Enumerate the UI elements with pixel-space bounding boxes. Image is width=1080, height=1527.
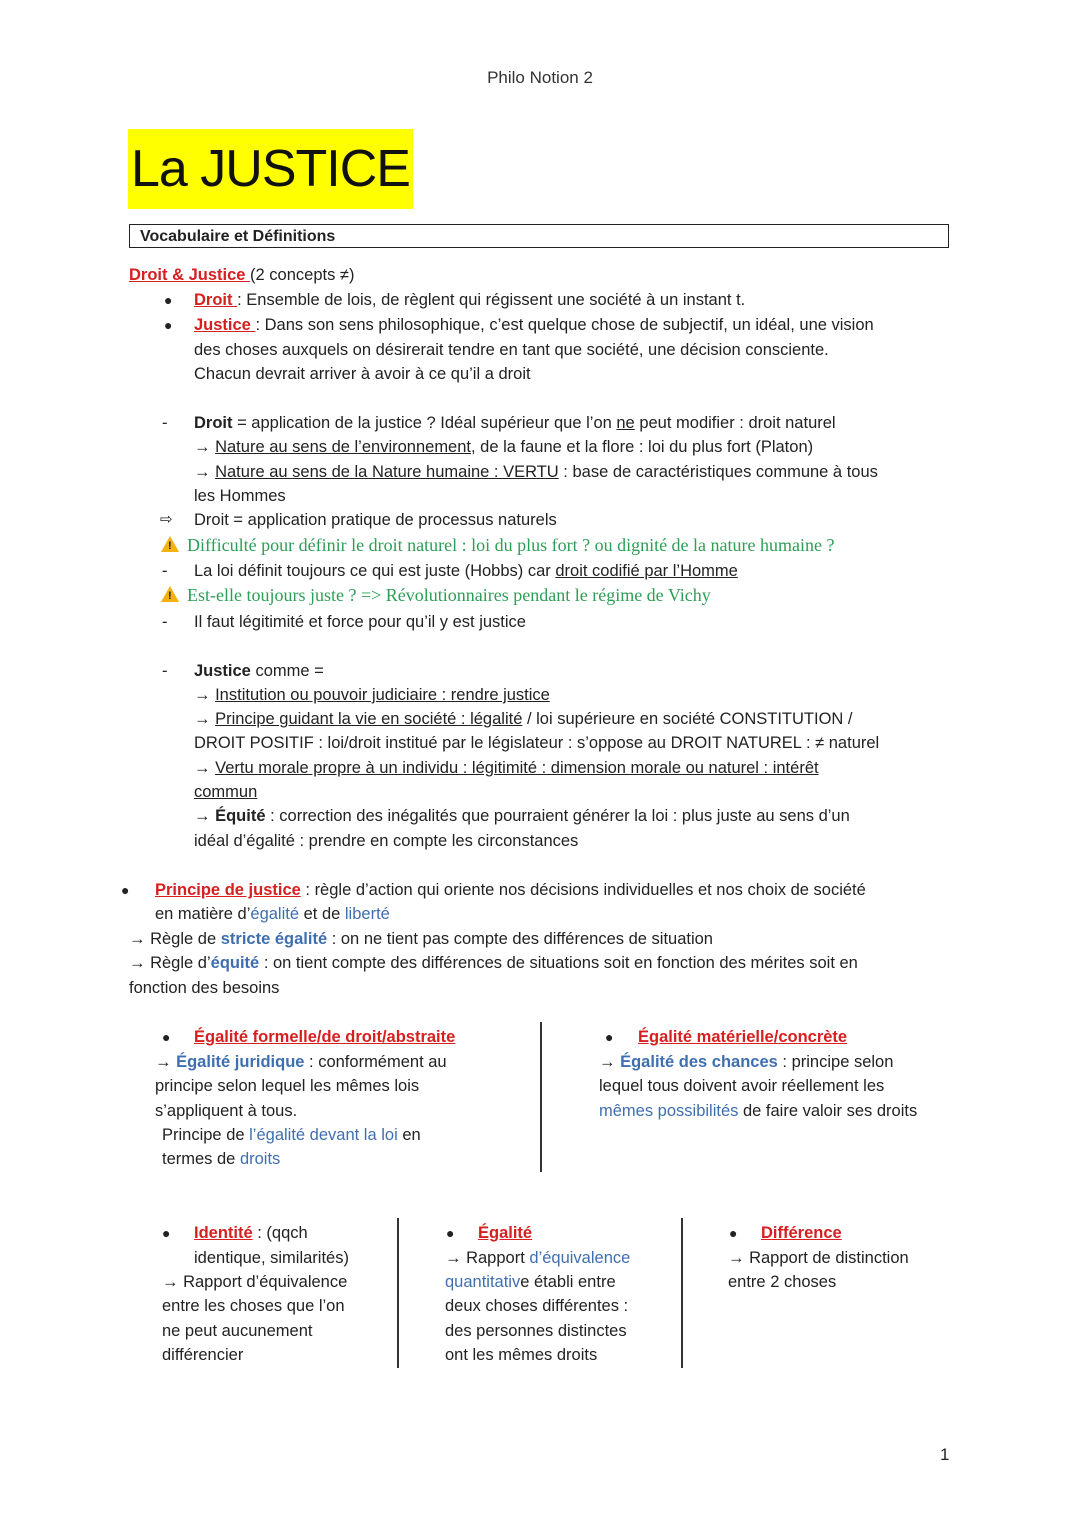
column-divider [397,1218,399,1368]
ne-underlined: ne [616,414,635,432]
regle-equite [129,951,858,976]
principe-guidant-rest: / loi supérieure en société CONSTITUTION / [522,710,853,728]
page-title: La JUSTICE [128,129,413,209]
formelle-line-2: principe selon lequel les mêmes lois [155,1077,420,1095]
egalite-devant-loi-term: l’égalité devant la loi [249,1126,398,1144]
nature-environnement-line [194,435,813,460]
bullet-icon: ● [729,1225,738,1241]
arrow-icon: → [445,1249,462,1267]
text: : (qqch [252,1224,308,1242]
definition-justice [194,313,874,338]
arrow-icon: → [194,807,211,825]
bullet-icon: ● [164,317,173,333]
justice-bold: Justice [194,662,251,680]
identite-line-5: ne peut aucunement [162,1322,313,1340]
egalite-juridique-line [155,1050,447,1075]
principe-justice-label: Principe de justice [155,881,301,899]
text: Rapport [466,1249,530,1267]
warning-juste: Est-elle toujours juste ? => Révolutionnaires pendant le régime de Vichy [187,585,711,605]
egalite-line-5: ont les mêmes droits [445,1346,598,1364]
institution-line [194,683,550,708]
difference-label: Différence [761,1224,842,1242]
formelle-line-5 [162,1147,280,1172]
identite-line-2: identique, similarités) [194,1249,349,1267]
bullet-icon: ● [446,1225,455,1241]
egalite-line-2 [445,1270,616,1295]
quantitative-term: quantitativ [445,1273,521,1291]
droits-term: droits [239,1150,281,1168]
bullet-icon: ● [121,882,130,898]
principe-text-line-2 [155,902,390,927]
arrow-icon: → [194,438,211,456]
text: Règle de [150,930,221,948]
bullet-icon: ● [162,1225,171,1241]
principe-guidant: Principe guidant la vie en société : [215,710,471,728]
definition-droit [194,288,745,313]
droit-justice-note: (2 concepts ≠) [250,266,355,284]
les-hommes-line: les Hommes [194,487,286,505]
droit-application-line [194,411,836,436]
difference-line-1 [728,1246,909,1271]
arrow-icon: → [599,1053,616,1071]
egalite-line-4: des personnes distinctes [445,1322,627,1340]
droit-codifie: droit codifié par l’Homme [555,562,738,580]
difference-line-2: entre 2 choses [728,1273,837,1291]
egalite-formelle-label: Égalité formelle/de droit/abstraite [194,1028,456,1046]
identite-line-4: entre les choses que l’on [162,1297,345,1315]
justice-comme-line [194,659,324,684]
egalite-line-1 [445,1246,630,1271]
egalite-label: Égalité [478,1224,533,1242]
column-divider [681,1218,683,1368]
formelle-line-3: s’appliquent à tous. [155,1102,298,1120]
arrow-icon: → [194,463,211,481]
identite-line-3 [162,1270,347,1295]
identite-line-6: différencier [162,1346,244,1364]
egalite-line-3: deux choses différentes : [445,1297,629,1315]
text: : conformément au [304,1053,447,1071]
commun-line: commun [194,783,258,801]
warning-difficulte: Difficulté pour définir le droit naturel : loi du plus fort ? ou dignité de la nature humaine ? [187,535,835,555]
institution: Institution ou pouvoir judiciaire : rendre justice [215,686,550,704]
principe-text-1: : règle d’action qui oriente nos décisions individuelles et nos choix de société [300,881,866,899]
text: : on ne tient pas compte des différences de situation [327,930,713,948]
text: et de [299,905,345,923]
droit-text-b: peut modifier : droit naturel [634,414,836,432]
warning-mark: ! [168,540,172,552]
fonction-besoins-line: fonction des besoins [129,979,280,997]
dash-marker: - [162,662,168,680]
arrow-icon: → [728,1249,745,1267]
vertu-morale: Vertu morale propre à un individu : légitimité : dimension morale ou naturel : intérêt [215,759,819,777]
egalite-term: égalité [250,905,300,923]
egalite-chances-line [599,1050,893,1075]
equite-term: équité [210,954,260,972]
formelle-line-4 [162,1123,421,1148]
section-heading-vocabulaire: Vocabulaire et Définitions [129,224,949,248]
egalite-juridique-term: Égalité juridique [176,1053,305,1071]
dash-marker: - [162,562,168,580]
legitimite-force-line: Il faut légitimité et force pour qu’il y est justice [194,613,526,631]
arrow-icon: → [155,1053,172,1071]
arrow-icon: → [194,710,211,728]
materielle-line-3 [599,1099,917,1124]
principe-guidant-line [194,707,853,732]
bullet-icon: ● [164,292,173,308]
liberte-term: liberté [344,905,390,923]
identite-label: Identité [194,1224,253,1242]
droit-text-a: = application de la justice ? Idéal supérieur que l’on [232,414,617,432]
text: : principe selon [777,1053,894,1071]
text: : on tient compte des différences de situations soit en fonction des mérites soit en [259,954,858,972]
equite-line [194,804,850,829]
regle-stricte-egalite [129,927,713,952]
memes-possibilites-term: mêmes possibilités [599,1102,739,1120]
nature-humaine-rest: : base de caractéristiques commune à tous [558,463,878,481]
text: Principe de [162,1126,250,1144]
nature-humaine-line [194,460,878,485]
arrow-icon: → [162,1273,179,1291]
materielle-line-2: lequel tous doivent avoir réellement les [599,1077,885,1095]
text: en matière d’ [155,905,251,923]
justice-comme: comme = [250,662,324,680]
principe-justice-line [155,878,866,903]
bullet-icon: ● [605,1029,614,1045]
warning-mark: ! [168,590,172,602]
text: Rapport de distinction [749,1249,909,1267]
text: termes de [162,1150,240,1168]
text: Rapport d’équivalence [183,1273,348,1291]
dash-marker: - [162,414,168,432]
nature-environnement-rest: , de la faune et la flore : loi du plus fort (Platon) [471,438,814,456]
arrow-icon: → [194,759,211,777]
droit-positif-line: DROIT POSITIF : loi/droit institué par le législateur : s’oppose au DROIT NATUREL : ≠ naturel [194,734,880,752]
identite-line [194,1221,308,1246]
nature-environnement: Nature au sens de l’environnement [215,438,471,456]
justice-text-line-2: des choses auxquels on désirerait tendre en tant que société, une décision consciente. [194,341,829,359]
dash-marker: - [162,613,168,631]
loi-hobbs-text: La loi définit toujours ce qui est juste (Hobbs) car [194,562,556,580]
column-divider [540,1022,542,1172]
vertu-morale-line [194,756,819,781]
droit-pratique-line: Droit = application pratique de processus naturels [194,511,557,529]
text: en [397,1126,421,1144]
nature-humaine: Nature au sens de la Nature humaine : VERTU [215,463,559,481]
justice-text-line-3: Chacun devrait arriver à avoir à ce qu’il a droit [194,365,531,383]
arrow-icon: → [129,954,146,972]
equivalence-term: d’équivalence [529,1249,631,1267]
hollow-arrow-icon: ⇨ [160,511,173,528]
text: e établi entre [520,1273,616,1291]
ideal-egalite-line: idéal d’égalité : prendre en compte les circonstances [194,832,579,850]
arrow-icon: → [194,686,211,704]
arrow-icon: → [129,930,146,948]
loi-hobbs-line [194,559,738,584]
bullet-icon: ● [162,1029,171,1045]
egalite-chances-term: Égalité des chances [620,1053,778,1071]
stricte-egalite-term: stricte égalité [220,930,328,948]
justice-text: : Dans son sens philosophique, c’est quelque chose de subjectif, un idéal, une vision [255,316,874,334]
justice-label: Justice [194,316,256,334]
droit-justice-label: Droit & Justice [129,266,251,284]
document-header: Philo Notion 2 [487,68,593,87]
equite-rest: : correction des inégalités que pourraient générer la loi : plus juste au sens d’un [265,807,850,825]
droit-text: : Ensemble de lois, de règlent qui régissent une société à un instant t. [237,291,746,309]
droit-label: Droit [194,291,238,309]
egalite-materielle-label: Égalité matérielle/concrète [638,1028,848,1046]
text: de faire valoir ses droits [738,1102,918,1120]
page-number: 1 [940,1445,950,1464]
legalite: légalité [470,710,523,728]
droit-bold: Droit [194,414,233,432]
text: Règle d’ [150,954,211,972]
droit-justice-line [129,263,354,288]
equite-bold: Équité [215,807,266,825]
